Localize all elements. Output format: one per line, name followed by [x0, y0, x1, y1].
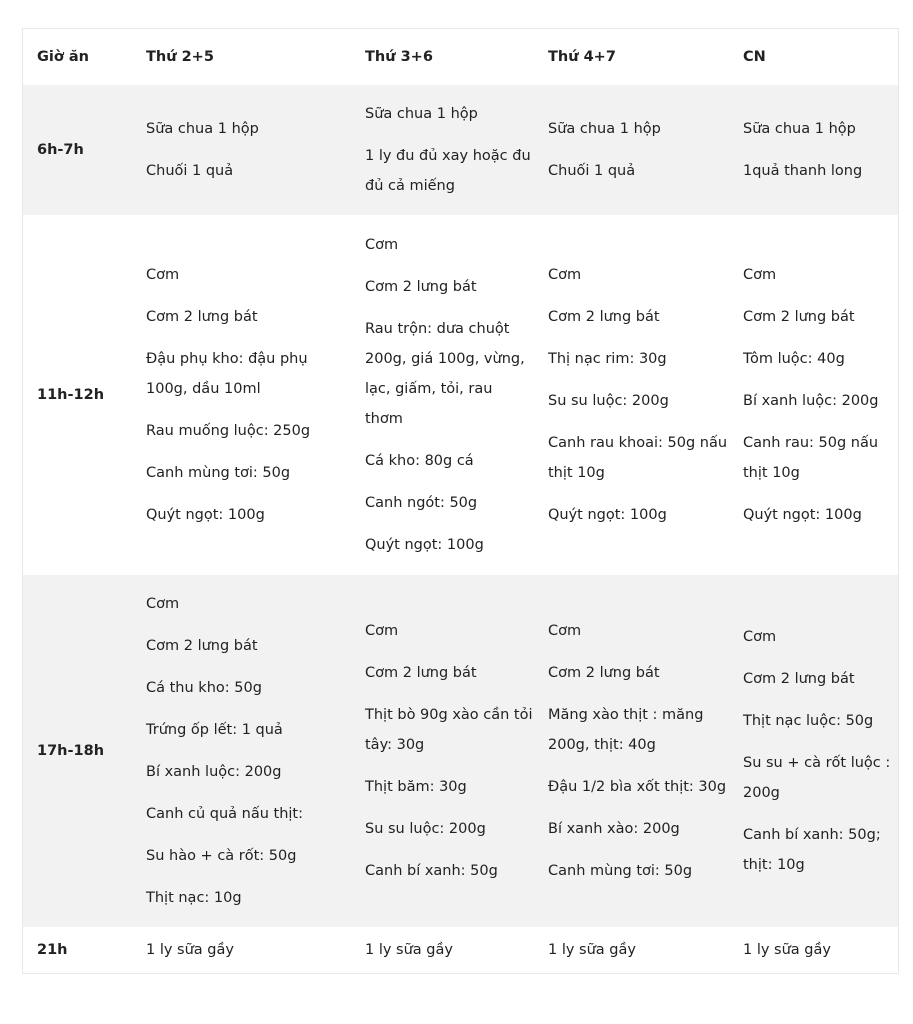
header-wed-sat: Thứ 4+7 [548, 49, 616, 65]
meal-cell [534, 927, 729, 973]
meal-item: Quýt ngọt: 100g [548, 507, 667, 523]
meal-item: Đậu phụ kho: đậu phụ 100g, dầu 10ml [146, 351, 308, 397]
table-header-row [23, 29, 898, 85]
meal-item: Cơm [146, 596, 180, 612]
meal-item: Thịt nạc luộc: 50g [743, 713, 874, 729]
meal-cell [132, 85, 351, 215]
meal-item: Sữa chua 1 hộp [548, 121, 661, 137]
meal-item: Canh mùng tơi: 50g [146, 465, 291, 481]
meal-item: Su su + cà rốt luộc : 200g [743, 755, 891, 801]
header-meal-time: Giờ ăn [37, 49, 89, 65]
meal-item: 1 ly sữa gầy [365, 942, 453, 958]
meal-item: Cơm 2 lưng bát [743, 309, 855, 325]
meal-item: Canh củ quả nấu thịt: [146, 806, 304, 822]
meal-item: Thị nạc rim: 30g [548, 351, 667, 367]
meal-plan-table-container [22, 28, 899, 974]
meal-time-cell: 21h [37, 942, 68, 958]
meal-item: Chuối 1 quả [146, 163, 234, 179]
meal-cell [729, 85, 898, 215]
meal-item: Cơm [548, 267, 582, 283]
meal-cell [351, 927, 534, 973]
meal-item: Su su luộc: 200g [548, 393, 669, 409]
meal-item: Cơm [548, 623, 582, 639]
meal-item: 1 ly đu đủ xay hoặc đu đủ cả miếng [365, 148, 531, 194]
meal-item: Canh rau: 50g nấu thịt 10g [743, 435, 879, 481]
meal-cell [351, 575, 534, 927]
meal-item: Cơm 2 lưng bát [365, 279, 477, 295]
header-mon-thu: Thứ 2+5 [146, 49, 214, 65]
meal-item: Cơm 2 lưng bát [548, 309, 660, 325]
meal-item: Thịt bò 90g xào cần tỏi tây: 30g [365, 707, 533, 753]
meal-item: Bí xanh xào: 200g [548, 821, 680, 837]
meal-cell [132, 575, 351, 927]
meal-item: Su su luộc: 200g [365, 821, 486, 837]
table-row [23, 927, 898, 973]
meal-item: Chuối 1 quả [548, 163, 636, 179]
meal-item: Sữa chua 1 hộp [365, 106, 478, 122]
meal-item: Măng xào thịt : măng 200g, thịt: 40g [548, 707, 704, 753]
meal-cell [351, 215, 534, 575]
meal-item: Cá kho: 80g cá [365, 453, 474, 469]
meal-time-cell: 11h-12h [37, 387, 105, 403]
meal-cell [351, 85, 534, 215]
meal-item: Cơm 2 lưng bát [146, 638, 258, 654]
meal-time-cell: 17h-18h [23, 575, 132, 927]
meal-item: Cơm 2 lưng bát [365, 665, 477, 681]
meal-item: Tôm luộc: 40g [743, 351, 845, 367]
meal-item: Quýt ngọt: 100g [743, 507, 862, 523]
table-row [23, 85, 898, 215]
meal-item: Cơm [146, 267, 180, 283]
meal-item: 1 ly sữa gầy [548, 942, 636, 958]
table-row [23, 215, 898, 575]
meal-item: Cơm [365, 237, 399, 253]
meal-item: Cơm [743, 267, 777, 283]
meal-item: Cá thu kho: 50g [146, 680, 262, 696]
meal-cell [132, 927, 351, 973]
meal-item: Rau muống luộc: 250g [146, 423, 311, 439]
meal-item: Cơm 2 lưng bát [548, 665, 660, 681]
meal-item: Su hào + cà rốt: 50g [146, 848, 297, 864]
meal-item: Trứng ốp lết: 1 quả [146, 722, 283, 738]
table-row [23, 575, 898, 927]
meal-time-cell: 6h-7h [23, 85, 132, 215]
meal-item: Canh mùng tơi: 50g [548, 863, 693, 879]
meal-item: Thịt băm: 30g [365, 779, 467, 795]
meal-item: Rau trộn: dưa chuột 200g, giá 100g, vừng, lạc, giấm, tỏi, rau thơm [365, 321, 525, 427]
meal-item: Sữa chua 1 hộp [743, 121, 856, 137]
meal-item: Quýt ngọt: 100g [365, 537, 484, 553]
header-sunday: CN [743, 49, 766, 65]
meal-plan-table [23, 29, 898, 973]
meal-item: 1 ly sữa gầy [146, 942, 234, 958]
meal-item: Canh rau khoai: 50g nấu thịt 10g [548, 435, 728, 481]
meal-item: Sữa chua 1 hộp [146, 121, 259, 137]
meal-item: Canh bí xanh: 50g; thịt: 10g [743, 827, 881, 873]
meal-item: Thịt nạc: 10g [146, 890, 242, 906]
meal-cell [534, 85, 729, 215]
meal-item: Canh bí xanh: 50g [365, 863, 498, 879]
header-tue-fri: Thứ 3+6 [365, 49, 433, 65]
meal-item: 1quả thanh long [743, 163, 863, 179]
meal-cell [729, 927, 898, 973]
meal-item: Quýt ngọt: 100g [146, 507, 265, 523]
meal-item: Cơm 2 lưng bát [146, 309, 258, 325]
meal-item: Cơm [743, 629, 777, 645]
meal-cell [534, 215, 729, 575]
meal-cell [729, 575, 898, 927]
meal-item: 1 ly sữa gầy [743, 942, 831, 958]
meal-cell [132, 215, 351, 575]
meal-item: Cơm 2 lưng bát [743, 671, 855, 687]
meal-cell [729, 215, 898, 575]
meal-item: Cơm [365, 623, 399, 639]
meal-item: Bí xanh luộc: 200g [146, 764, 282, 780]
meal-cell [534, 575, 729, 927]
meal-item: Bí xanh luộc: 200g [743, 393, 879, 409]
meal-item: Canh ngót: 50g [365, 495, 478, 511]
meal-item: Đậu 1/2 bìa xốt thịt: 30g [548, 779, 727, 795]
